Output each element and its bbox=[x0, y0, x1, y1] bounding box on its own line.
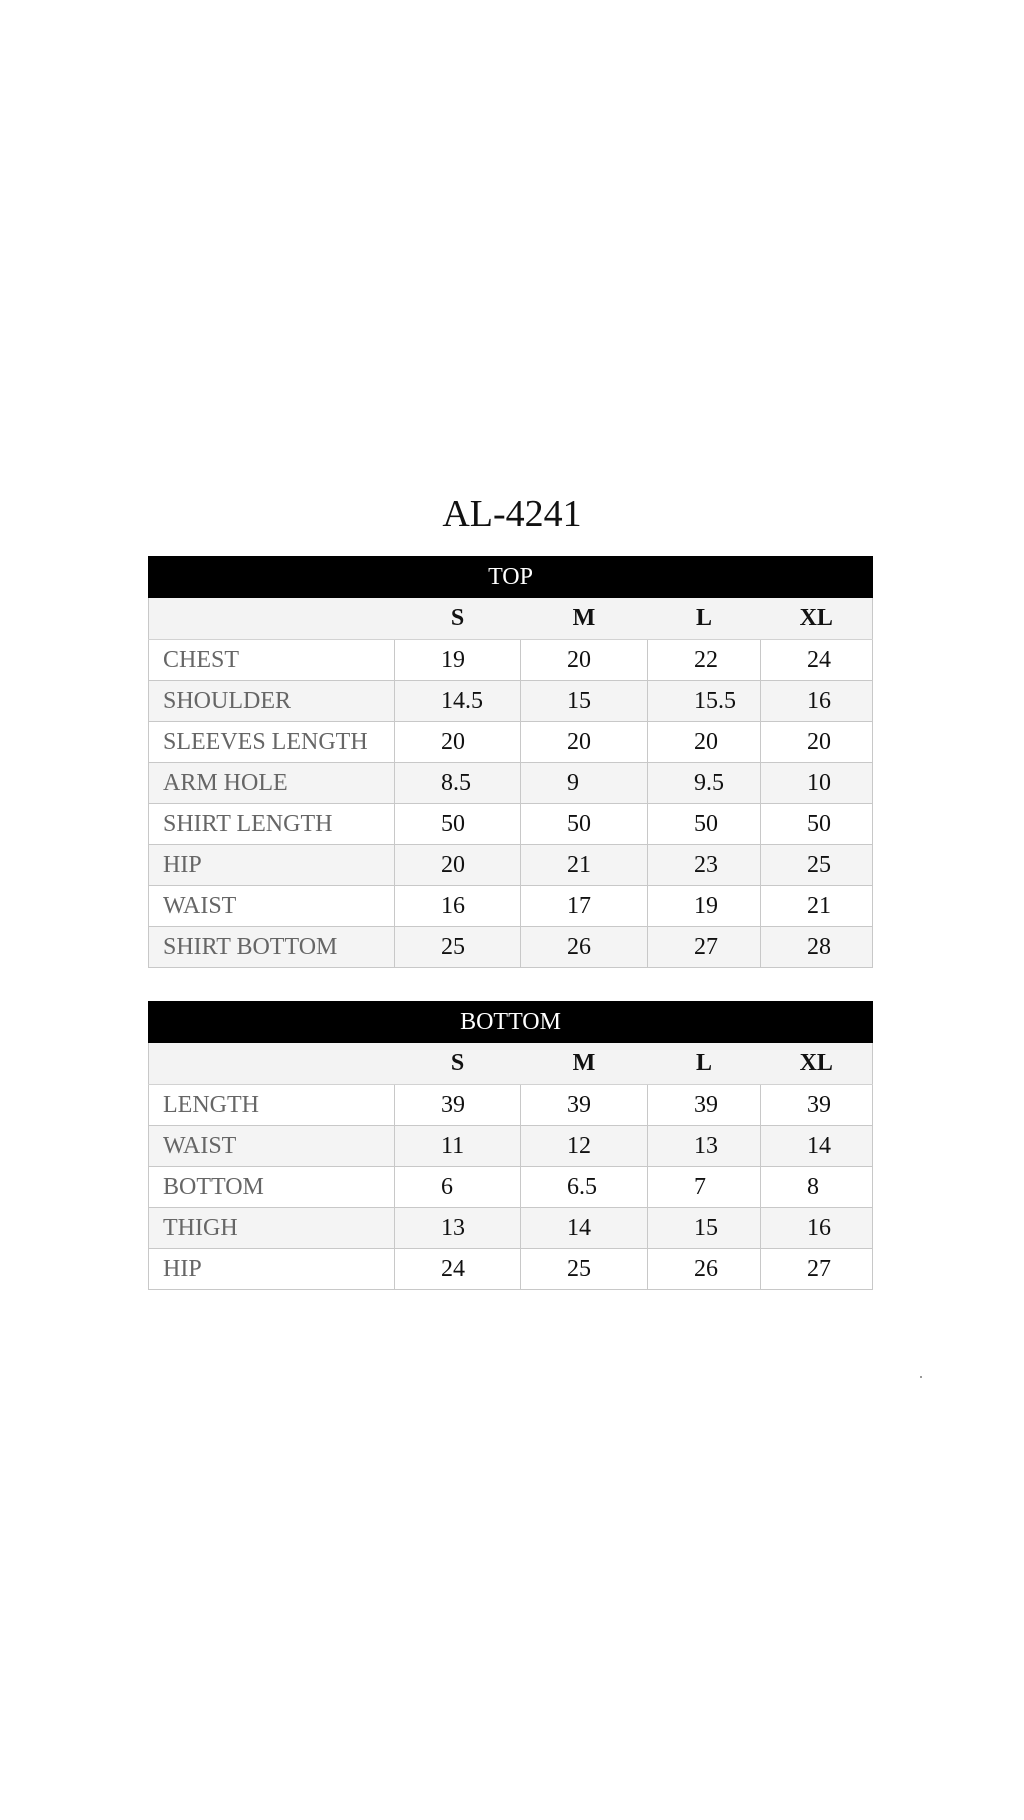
measurement-value: 39 bbox=[395, 1085, 521, 1126]
top-size-header-row bbox=[149, 598, 873, 640]
measurement-value: 39 bbox=[521, 1085, 648, 1126]
measurement-label: BOTTOM bbox=[149, 1167, 395, 1208]
measurement-value: 11 bbox=[395, 1126, 521, 1167]
measurement-value: 21 bbox=[521, 845, 648, 886]
measurement-value: 7 bbox=[648, 1167, 761, 1208]
measurement-label: LENGTH bbox=[149, 1085, 395, 1126]
measurement-value: 20 bbox=[761, 722, 873, 763]
measurement-label: THIGH bbox=[149, 1208, 395, 1249]
top-size-table bbox=[148, 556, 873, 968]
measurement-value: 24 bbox=[395, 1249, 521, 1290]
measurement-row bbox=[149, 1085, 873, 1126]
measurement-value: 39 bbox=[761, 1085, 873, 1126]
measurement-label: HIP bbox=[149, 845, 395, 886]
size-header-l: L bbox=[648, 1043, 761, 1085]
measurement-value: 15 bbox=[648, 1208, 761, 1249]
measurement-value: 20 bbox=[521, 640, 648, 681]
size-header-blank bbox=[149, 1043, 395, 1085]
size-header-xl: XL bbox=[761, 598, 873, 640]
measurement-row bbox=[149, 1126, 873, 1167]
measurement-label: HIP bbox=[149, 1249, 395, 1290]
size-header-m: M bbox=[521, 598, 648, 640]
bottom-table-heading: BOTTOM bbox=[149, 1002, 873, 1043]
measurement-value: 25 bbox=[761, 845, 873, 886]
size-header-l: L bbox=[648, 598, 761, 640]
measurement-value: 27 bbox=[648, 927, 761, 968]
measurement-label: CHEST bbox=[149, 640, 395, 681]
measurement-value: 20 bbox=[395, 845, 521, 886]
measurement-label: ARM HOLE bbox=[149, 763, 395, 804]
measurement-value: 8.5 bbox=[395, 763, 521, 804]
measurement-value: 22 bbox=[648, 640, 761, 681]
measurement-label: WAIST bbox=[149, 1126, 395, 1167]
measurement-label: SHIRT LENGTH bbox=[149, 804, 395, 845]
measurement-value: 25 bbox=[395, 927, 521, 968]
bottom-size-table bbox=[148, 1001, 873, 1290]
measurement-value: 50 bbox=[521, 804, 648, 845]
measurement-label: SHOULDER bbox=[149, 681, 395, 722]
measurement-value: 8 bbox=[761, 1167, 873, 1208]
measurement-value: 39 bbox=[648, 1085, 761, 1126]
measurement-label: SLEEVES LENGTH bbox=[149, 722, 395, 763]
measurement-value: 17 bbox=[521, 886, 648, 927]
measurement-value: 14 bbox=[761, 1126, 873, 1167]
measurement-row bbox=[149, 763, 873, 804]
measurement-value: 13 bbox=[395, 1208, 521, 1249]
bottom-size-header-row bbox=[149, 1043, 873, 1085]
measurement-value: 20 bbox=[395, 722, 521, 763]
measurement-label: WAIST bbox=[149, 886, 395, 927]
measurement-row bbox=[149, 1167, 873, 1208]
chart-title: AL-4241 bbox=[442, 493, 582, 535]
measurement-value: 16 bbox=[395, 886, 521, 927]
measurement-value: 19 bbox=[395, 640, 521, 681]
size-header-xl: XL bbox=[761, 1043, 873, 1085]
measurement-value: 10 bbox=[761, 763, 873, 804]
size-header-m: M bbox=[521, 1043, 648, 1085]
measurement-row bbox=[149, 804, 873, 845]
measurement-value: 13 bbox=[648, 1126, 761, 1167]
measurement-value: 24 bbox=[761, 640, 873, 681]
bottom-table-body bbox=[149, 1085, 873, 1290]
measurement-value: 28 bbox=[761, 927, 873, 968]
size-header-s: S bbox=[395, 598, 521, 640]
measurement-value: 20 bbox=[521, 722, 648, 763]
measurement-value: 9 bbox=[521, 763, 648, 804]
measurement-value: 6 bbox=[395, 1167, 521, 1208]
measurement-value: 50 bbox=[761, 804, 873, 845]
measurement-value: 50 bbox=[395, 804, 521, 845]
measurement-row bbox=[149, 722, 873, 763]
measurement-value: 20 bbox=[648, 722, 761, 763]
measurement-value: 23 bbox=[648, 845, 761, 886]
measurement-value: 15 bbox=[521, 681, 648, 722]
stray-dot bbox=[920, 1376, 922, 1378]
measurement-value: 21 bbox=[761, 886, 873, 927]
measurement-value: 25 bbox=[521, 1249, 648, 1290]
measurement-value: 16 bbox=[761, 1208, 873, 1249]
size-header-blank bbox=[149, 598, 395, 640]
measurement-value: 14.5 bbox=[395, 681, 521, 722]
measurement-value: 6.5 bbox=[521, 1167, 648, 1208]
measurement-value: 26 bbox=[521, 927, 648, 968]
measurement-value: 19 bbox=[648, 886, 761, 927]
measurement-value: 27 bbox=[761, 1249, 873, 1290]
measurement-value: 9.5 bbox=[648, 763, 761, 804]
measurement-row bbox=[149, 681, 873, 722]
measurement-value: 12 bbox=[521, 1126, 648, 1167]
measurement-row bbox=[149, 640, 873, 681]
measurement-value: 50 bbox=[648, 804, 761, 845]
measurement-row bbox=[149, 1249, 873, 1290]
measurement-value: 26 bbox=[648, 1249, 761, 1290]
measurement-value: 14 bbox=[521, 1208, 648, 1249]
size-header-s: S bbox=[395, 1043, 521, 1085]
top-table-heading: TOP bbox=[149, 557, 873, 598]
measurement-row bbox=[149, 927, 873, 968]
measurement-value: 15.5 bbox=[648, 681, 761, 722]
measurement-row bbox=[149, 1208, 873, 1249]
measurement-label: SHIRT BOTTOM bbox=[149, 927, 395, 968]
measurement-value: 16 bbox=[761, 681, 873, 722]
top-table-body bbox=[149, 640, 873, 968]
measurement-row bbox=[149, 886, 873, 927]
measurement-row bbox=[149, 845, 873, 886]
